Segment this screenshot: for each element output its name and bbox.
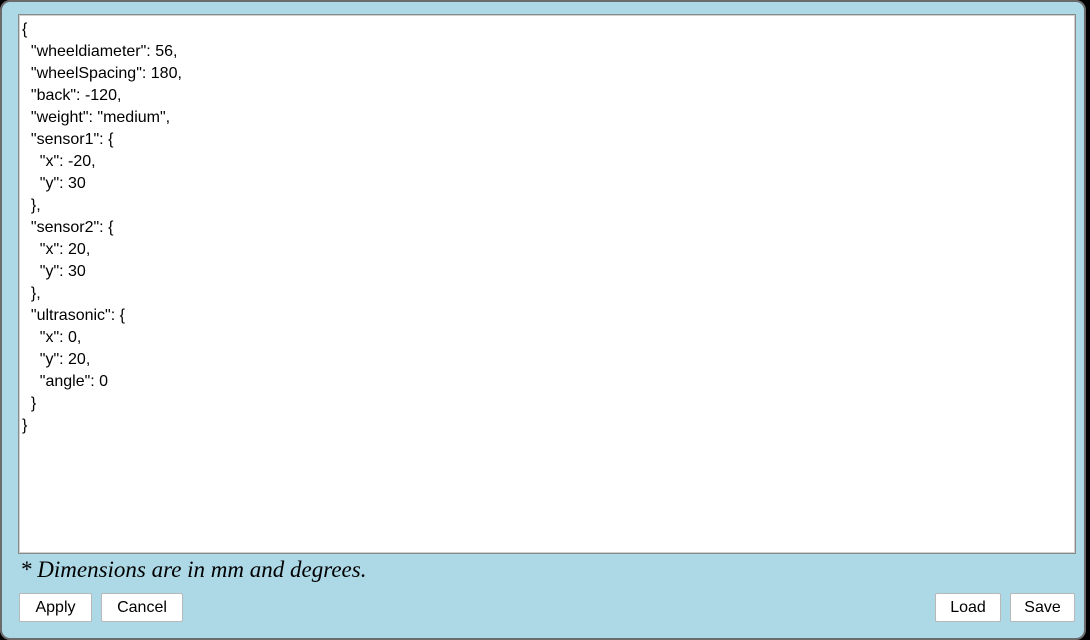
apply-button[interactable]: Apply	[19, 593, 92, 622]
cancel-button[interactable]: Cancel	[101, 593, 183, 622]
config-json-editor[interactable]	[18, 14, 1076, 554]
load-button[interactable]: Load	[935, 593, 1001, 622]
save-button[interactable]: Save	[1010, 593, 1075, 622]
dimensions-note: * Dimensions are in mm and degrees.	[20, 557, 367, 582]
